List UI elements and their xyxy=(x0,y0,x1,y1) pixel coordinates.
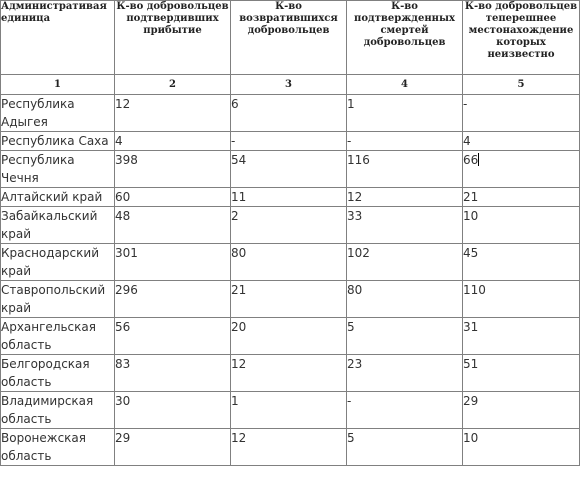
returned-cell[interactable]: 20 xyxy=(231,318,347,355)
region-cell[interactable]: Краснодарский край xyxy=(1,244,115,281)
region-cell[interactable]: Владимирская область xyxy=(1,392,115,429)
arrived-cell[interactable]: 30 xyxy=(115,392,231,429)
table-row xyxy=(1,429,580,466)
table-row xyxy=(1,188,580,207)
returned-cell[interactable]: 12 xyxy=(231,355,347,392)
column-number-row xyxy=(1,75,580,95)
column-number: 1 xyxy=(1,75,115,95)
table-row xyxy=(1,151,580,188)
table-row xyxy=(1,392,580,429)
arrived-cell[interactable]: 48 xyxy=(115,207,231,244)
unknown-cell[interactable]: 21 xyxy=(463,188,580,207)
unknown-cell-value: 66 xyxy=(463,153,479,167)
column-number: 2 xyxy=(115,75,231,95)
deaths-cell[interactable]: 1 xyxy=(347,95,463,132)
table-row xyxy=(1,244,580,281)
region-cell[interactable]: Ставропольский край xyxy=(1,281,115,318)
unknown-cell-editing[interactable] xyxy=(463,151,580,188)
column-number: 3 xyxy=(231,75,347,95)
region-cell[interactable]: Белгородская область xyxy=(1,355,115,392)
region-cell[interactable]: Воронежская область xyxy=(1,429,115,466)
unknown-cell[interactable]: 110 xyxy=(463,281,580,318)
header-cell-region: Административая единица xyxy=(1,1,115,75)
deaths-cell[interactable]: 116 xyxy=(347,151,463,188)
unknown-cell[interactable]: 10 xyxy=(463,207,580,244)
deaths-cell[interactable]: 23 xyxy=(347,355,463,392)
returned-cell[interactable]: 12 xyxy=(231,429,347,466)
arrived-cell[interactable]: 398 xyxy=(115,151,231,188)
arrived-cell[interactable]: 301 xyxy=(115,244,231,281)
unknown-cell[interactable]: 29 xyxy=(463,392,580,429)
arrived-cell[interactable]: 56 xyxy=(115,318,231,355)
deaths-cell[interactable]: - xyxy=(347,392,463,429)
arrived-cell[interactable]: 60 xyxy=(115,188,231,207)
header-cell-arrived: К-во добровольцев подтвердивших прибытие xyxy=(115,1,231,75)
deaths-cell[interactable]: 33 xyxy=(347,207,463,244)
arrived-cell[interactable]: 296 xyxy=(115,281,231,318)
table-row xyxy=(1,207,580,244)
returned-cell[interactable]: 6 xyxy=(231,95,347,132)
region-cell[interactable]: Республика Адыгея xyxy=(1,95,115,132)
header-cell-deaths: К-во подтвержденных смертей добровольцев xyxy=(347,1,463,75)
table-row xyxy=(1,318,580,355)
deaths-cell[interactable]: 102 xyxy=(347,244,463,281)
region-cell[interactable]: Республика Саха xyxy=(1,132,115,151)
returned-cell[interactable]: 21 xyxy=(231,281,347,318)
deaths-cell[interactable]: - xyxy=(347,132,463,151)
column-number: 4 xyxy=(347,75,463,95)
table-row xyxy=(1,355,580,392)
unknown-cell[interactable]: 31 xyxy=(463,318,580,355)
header-cell-unknown: К-во добровольцев теперешнее местонахождение которых неизвестно xyxy=(463,1,580,75)
table-row xyxy=(1,132,580,151)
region-cell[interactable]: Забайкальский край xyxy=(1,207,115,244)
arrived-cell[interactable]: 83 xyxy=(115,355,231,392)
column-number: 5 xyxy=(463,75,580,95)
returned-cell[interactable]: - xyxy=(231,132,347,151)
returned-cell[interactable]: 11 xyxy=(231,188,347,207)
unknown-cell[interactable]: 51 xyxy=(463,355,580,392)
unknown-cell[interactable]: 45 xyxy=(463,244,580,281)
returned-cell[interactable]: 1 xyxy=(231,392,347,429)
deaths-cell[interactable]: 80 xyxy=(347,281,463,318)
region-cell[interactable]: Алтайский край xyxy=(1,188,115,207)
region-cell[interactable]: Архангельская область xyxy=(1,318,115,355)
deaths-cell[interactable]: 12 xyxy=(347,188,463,207)
arrived-cell[interactable]: 4 xyxy=(115,132,231,151)
unknown-cell[interactable]: - xyxy=(463,95,580,132)
arrived-cell[interactable]: 29 xyxy=(115,429,231,466)
table-row xyxy=(1,281,580,318)
deaths-cell[interactable]: 5 xyxy=(347,429,463,466)
returned-cell[interactable]: 80 xyxy=(231,244,347,281)
unknown-cell[interactable]: 10 xyxy=(463,429,580,466)
table-row xyxy=(1,95,580,132)
unknown-cell[interactable]: 4 xyxy=(463,132,580,151)
region-cell[interactable]: Республика Чечня xyxy=(1,151,115,188)
header-cell-returned: К-во возвратившихся добровольцев xyxy=(231,1,347,75)
text-cursor xyxy=(478,153,479,166)
returned-cell[interactable]: 54 xyxy=(231,151,347,188)
deaths-cell[interactable]: 5 xyxy=(347,318,463,355)
header-row xyxy=(1,1,580,75)
arrived-cell[interactable]: 12 xyxy=(115,95,231,132)
returned-cell[interactable]: 2 xyxy=(231,207,347,244)
